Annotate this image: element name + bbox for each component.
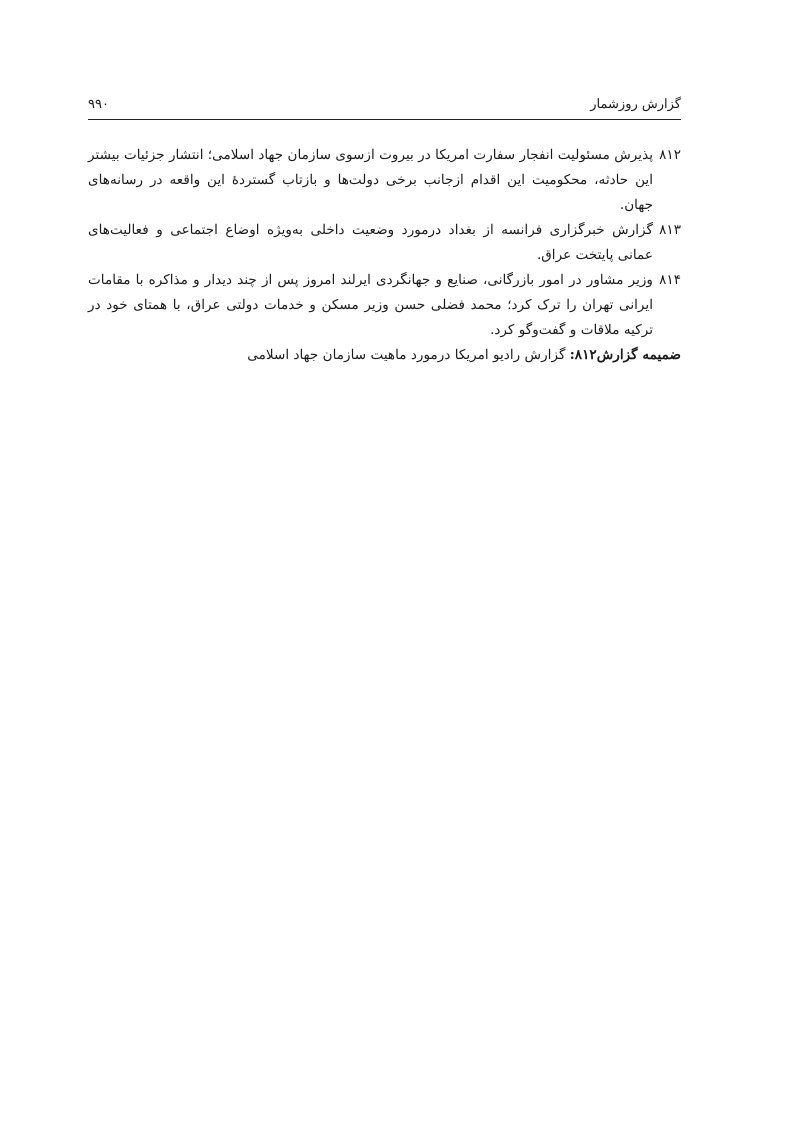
header-rule [88,119,681,120]
appendix-label: ضمیمه گزارش۸۱۲: [569,347,681,363]
page-number: ۹۹۰ [88,96,109,112]
entry-813 [88,218,681,268]
entry-number: ۸۱۲ [659,147,681,163]
entry-number: ۸۱۴ [659,272,681,288]
entry-text: وزیر مشاور در امور بازرگانی، صنایع و جهانگردی ایرلند امروز پس از چند دیدار و مذاکره با مقامات ایرانی تهران را ترک کرد؛ محمد فضلی حسن وزیر مسکن و خدمات دولتی عراق، با همتای خود در ترکیه ملاقات و گفت‌وگو کرد. [88,272,653,338]
entry-text: گزارش خبرگزاری فرانسه از بغداد درمورد وضعیت داخلی به‌ویژه اوضاع اجتماعی و فعالیت‌های عمانی پایتخت عراق. [88,222,653,263]
entry-814 [88,268,681,343]
appendix-note [88,343,681,368]
entry-812 [88,143,681,218]
entry-text: پذیرش مسئولیت انفجار سفارت امریکا در بیروت ازسوی سازمان جهاد اسلامی؛ انتشار جزئیات بیشتر این حادثه، محکومیت این اقدام ازجانب برخی دولت‌ها و بازتاب گستردهٔ این واقعه در رسانه‌های جهان. [88,147,653,213]
report-body [88,143,681,368]
running-title: گزارش روزشمار [590,96,681,112]
entry-number: ۸۱۳ [659,222,681,238]
appendix-text: گزارش رادیو امریکا درمورد ماهیت سازمان جهاد اسلامی [247,347,570,363]
page-header [88,92,681,116]
